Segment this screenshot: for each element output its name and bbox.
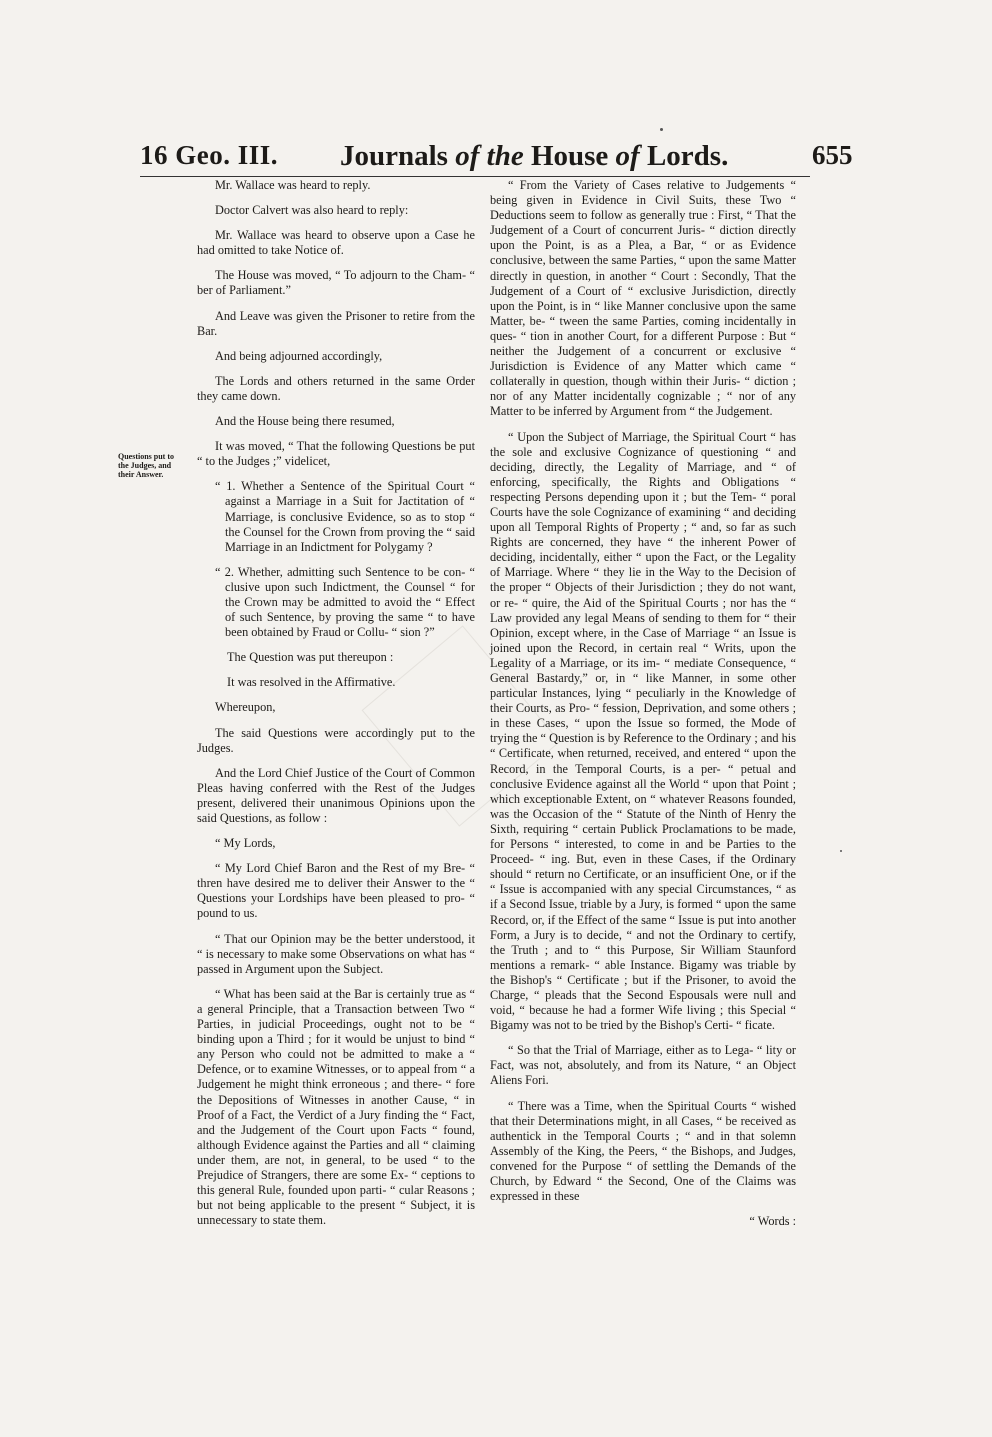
regnal-year: 16 Geo. III. <box>140 140 279 170</box>
title-part: Lords. <box>639 140 729 172</box>
question-two: “ 2. Whether, admitting such Sentence to be con- “ clusive upon such Indictment, the Counsel “ for the Crown may be admitted to avoid the “ Effect of such Sentence, by proving the same “ to have been obtained by Fraud or Collu- “ sion ?” <box>215 564 475 640</box>
salutation: “ My Lords, <box>215 836 276 851</box>
paragraph: The said Questions were accordingly put to the Judges. <box>197 725 475 755</box>
left-column <box>197 178 475 1238</box>
page-number: 655 <box>812 140 853 170</box>
paragraph: And Leave was given the Prisoner to retire from the Bar. <box>197 308 475 338</box>
paragraph: “ What has been said at the Bar is certainly true as “ a general Principle, that a Transaction between Two “ Parties, in judicial Proceedings, ought not to be “ binding upon a Third ; for it would be unjust to bind “ any Person who could not be admitted to make a “ Defence, or to examine Witnesses, or to appeal from “ a Judgement he might think erroneous ; and there- “ fore the Depositions of Witnesses in another Cause, “ in Proof of a Fact, the Verdict of a Jury finding the “ Fact, and the Judgement of the Court upon Facts “ found, although Evidence against the Parties and all “ claiming under them, are not, in general, to be used “ to the Prejudice of Strangers, there are some Ex- “ ceptions to this general Rule, founded upon parti- “ cular Reasons ; but not being applicable to the present “ Subject, it is unnecessary to state them. <box>197 986 475 1228</box>
ink-speck <box>660 128 663 131</box>
paragraph: Mr. Wallace was heard to reply. <box>215 178 371 192</box>
paragraph: And the House being there resumed, <box>215 414 395 429</box>
ink-speck <box>840 850 842 852</box>
paragraph: And being adjourned accordingly, <box>215 348 383 363</box>
title-part: Journals <box>340 140 456 172</box>
catchword: “ Words : <box>749 1214 796 1229</box>
question-one: “ 1. Whether a Sentence of the Spiritual Court “ against a Marriage in a Suit for Jactitation of “ Marriage, is conclusive Evidence, so as to stop “ the Counsel for the Crown from proving the “ said Marriage in an Indictment for Polygamy ? <box>215 479 475 554</box>
paragraph: “ So that the Trial of Marriage, either as to Lega- “ lity or Fact, was not, absolutely, and from its Nature, “ an Object Aliens Fori. <box>490 1043 796 1088</box>
paragraph: The Lords and others returned in the same Order they came down. <box>197 373 475 403</box>
paragraph: “ There was a Time, when the Spiritual Courts “ wished that their Determinations might, in all Cases, “ be received as authentick in the Temporal Courts ; “ and in that solemn Assembly of the King, the Peers, “ the Bishops, and Judges, convened for the Purpose “ of settling the Demands of the Church, by Edward “ the Second, One of the Claims was expressed in these <box>490 1098 796 1204</box>
header-rule <box>140 176 810 177</box>
page-header <box>0 140 992 180</box>
paragraph: Mr. Wallace was heard to observe upon a Case he had omitted to take Notice of. <box>197 228 475 258</box>
paragraph: The Question was put thereupon : <box>227 650 394 665</box>
paragraph: “ My Lord Chief Baron and the Rest of my Bre- “ thren have desired me to deliver their Answer to the “ Questions your Lordships have been pleased to pro- “ pound to us. <box>197 861 475 921</box>
paragraph: “ That our Opinion may be the better understood, it “ is necessary to make some Observations on what has “ passed in Argument upon the Subject. <box>197 931 475 976</box>
paragraph: It was resolved in the Affirmative. <box>227 675 396 690</box>
title-part: of the <box>455 140 524 172</box>
paragraph: The House was moved, “ To adjourn to the Cham- “ ber of Parliament.” <box>197 268 475 298</box>
paragraph: Doctor Calvert was also heard to reply: <box>215 203 409 218</box>
paragraph: “ Upon the Subject of Marriage, the Spiritual Court “ has the sole and exclusive Cognizance of questioning “ and deciding, directly, the Legality of Marriage, and “ of enforcing, specifically, the Rights and Obligations “ respecting Persons depending upon it ; but the Tem- “ poral Courts have the sole Cognizance of examining “ and deciding upon all Temporal Rights of Property ; “ and, so far as such Rights are concerned, they have “ the inherent Power of deciding, incidentally, either “ upon the Fact, or the Legality of Marriage. Where “ they lie in the Way to the Decision of the proper “ Objects of their Jurisdiction ; they do not want, or re- “ quire, the Aid of the Spiritual Courts ; nor has the “ Law provided any legal Means of sending to them for “ their Opinion, except where, in the Case of Marriage “ an Issue is joined upon the Record, in certain real “ Writs, upon the Legality of a Marriage, or its im- “ mediate Consequence, “ General Bastardy,” or, in “ like Manner, in some other particular Instances, lying “ peculiarly in the Knowledge of their Courts, as Pro- “ fession, Deprivation, and some others ; in these Cases, “ upon the Issue so formed, the Mode of trying the “ Question is by Reference to the Ordinary ; and his “ Certificate, when returned, received, and entered “ upon the Record, in the Temporal Courts, is a per- “ petual and conclusive Evidence against all the World “ upon that Point ; which exceptionable Extent, on “ whatever Reasons founded, was the Occasion of the “ Statute of the Ninth of Henry the Sixth, requiring “ certain Publick Proclamations to be made, for Persons “ interested, to come in and be Parties to the Proceed- “ ing. But, even in these Cases, if the Ordinary should “ return no Certificate, or an insufficient One, or if the “ Issue is accompanied with any special Circumstances, “ as if a Second Issue, triable by a Jury, is formed “ upon the same Record, or, if the Effect of the same “ Issue is put into another Form, a Jury is to decide, “ and not the Ordinary to certify, the Truth ; and to “ this Purpose, Sir William Staunford mentions a remark- “ able Instance. Bigamy was triable by the Bishop's “ Certificate ; but if the Prisoner, to avoid the Charge, “ pleads that the Second Espousals were null and void, “ because he had a former Wife living ; this Special “ Bigamy was not to be tried by the Bishop's Certi- “ ficate. <box>490 429 796 1033</box>
title-part: House <box>523 140 616 172</box>
paragraph: Whereupon, <box>215 700 276 715</box>
title-part: of <box>615 140 640 172</box>
paragraph: “ From the Variety of Cases relative to Judgements “ being given in Evidence in Civil Suits, these Two “ Deductions seem to follow as generally true : First, “ That the Judgement of a Court of concurrent Juris- “ diction directly upon the Point, is as a Plea, a Bar, “ or as Evidence conclusive, between the same Parties, “ upon the same Matter directly in question, in another “ Court : Secondly, That the Judgement of a Court of “ exclusive Jurisdiction, directly upon the Point, is in “ like Manner conclusive upon the same Matter, be- “ tween the same Parties, coming incidentally in ques- “ tion in another Court, for a different Purpose : But “ neither the Judgement of a concurrent or exclusive “ Jurisdiction is Evidence of any Matter which came “ collaterally in question, though within their Juris- “ diction ; nor of any Matter incidentally cognizable ; “ nor of any Matter to be inferred by Argument from “ the Judgement. <box>490 178 796 419</box>
right-column <box>490 178 796 1229</box>
margin-note: Questions put to the Judges, and their Answer. <box>118 452 175 479</box>
paragraph: It was moved, “ That the following Questions be put “ to the Judges ;” videlicet, <box>197 439 475 469</box>
running-title <box>340 140 728 173</box>
paragraph: And the Lord Chief Justice of the Court of Common Pleas having conferred with the Rest of the Judges present, delivered their unanimous Opinions upon the said Questions, as follow : <box>197 765 475 825</box>
